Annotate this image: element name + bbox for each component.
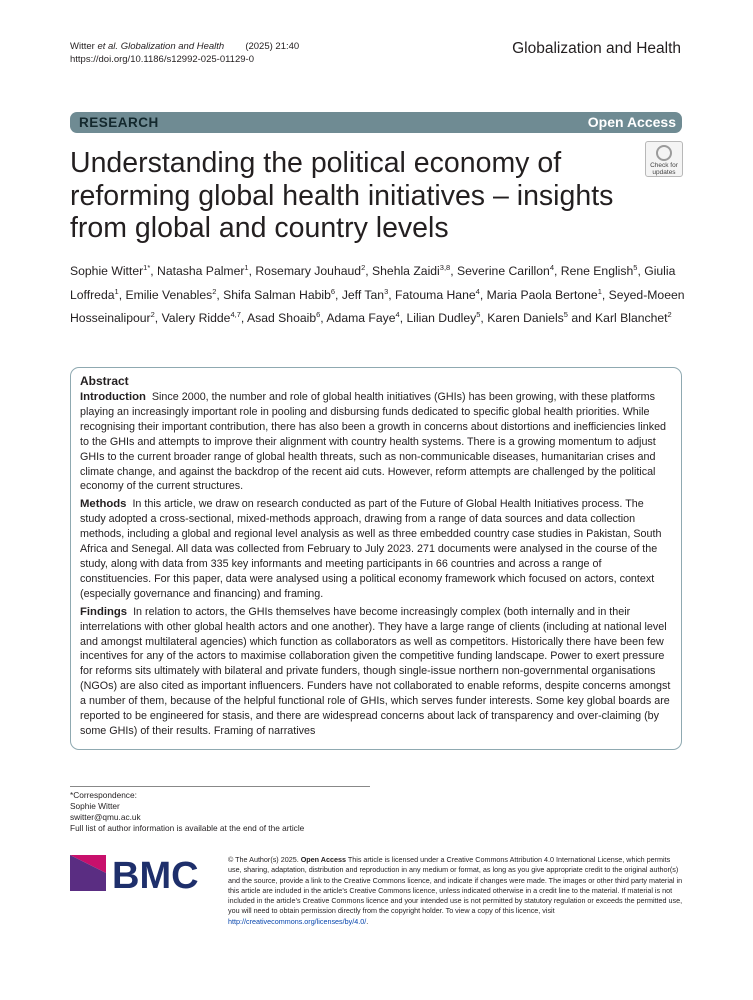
author-info-note: Full list of author information is available at the end of the article [70,823,305,833]
author-list: Sophie Witter$^{1*}$, Natasha Palmer$^1$, Rosemary Jouhaud$^2$, Shehla Zaidi$^{3,8}$, Severine Carillon$^4$, Rene English$^5$, Giulia Loffreda$^1$, Emilie Venables$^2$, Shifa Salman Habib$^6$, Jeff Tan$^3$, Fatouma Hane$^4$, Maria Paola Bertone$^1$, Seyed-Moeen Hosseinalipour$^2$, Valery Ridde$^{4,7}$, Asad Shoaib$^6$, Adama Faye$^4$, Lilian Dudley$^5$, Karen Daniels$^5$ and Karl Blanchet$^2$ [70,263,685,326]
license-copyright: © The Author(s) 2025. [228,855,301,864]
author-affiliation: 4 [549,263,554,272]
author-name: Asad Shoaib [247,311,317,326]
license-statement [228,855,683,927]
citation-year: (2025) 21:40 [245,41,300,52]
section-text: In this article, we draw on research conducted as part of the Future of Global Health Initiatives process. The study adopted a cross-sectional, mixed-methods approach, drawing from a range of data sources and data collection methods, including a global and regional level analysis as well as three embedded country case studies in Pakistan, South Africa and Senegal. All data was collected from February to July 2023. 271 documents were analysed in the course of the study, along with data from 335 key informants and meeting participants in 66 countries and across a range of constituencies. For this paper, data were analysed using a political economy framework which focused on actors, context (especially governance and financing) and framing. [80,498,662,600]
article-type-label: RESEARCH [79,115,159,130]
author-name: Fatouma Hane [395,287,476,302]
author-name: Shehla Zaidi [372,264,440,279]
correspondence-label: *Correspondence: [70,790,137,800]
correspondence-email[interactable]: switter@qmu.ac.uk [70,812,141,822]
author-affiliation: 3 [384,286,389,296]
doi-link[interactable]: https://doi.org/10.1186/s12992-025-01129-0 [70,54,254,65]
section-label: Methods [80,498,127,511]
author-name: Lilian Dudley [406,311,477,326]
section-text: In relation to actors, the GHIs themselves have become increasingly complex (both internally and in their interrelations with other global health actors and one another). They have a large range of clients (including at national level and amongst multilateral agencies) which function as collaborators as well as competitors. Historically there have been few incentives for any of the actors to maximise collaboration given the competitive funding landscape. Power to exert pressure for reforms sits ultimately with bilateral and private funders, though single-issue northern non-governmental organisations (NGOs) are also cited as important influencers. Funders have not collaborated to enable reforms, despite concerns amongst a number of them, because of the helpful functional role of GHIs, which serves funder interests. Some key global boards are reported to be engineered for stasis, and there are widespread concerns about lack of transparency and over-claiming (by some GHIs) of their results. Framing of narratives [80,605,671,737]
correspondence-name: Sophie Witter [70,801,120,811]
abstract-findings [80,605,672,739]
license-text: This article is licensed under a Creative Commons Attribution 4.0 International License, which permits use, sharing, adaptation, distribution and reproduction in any medium or format, as long as you give appropriate credit to the original author(s) and the source, provide a link to the Creative Commons licence, and indicate if changes were made. The images or other third party material in this article are included in the article’s Creative Commons licence, unless indicated otherwise in a credit line to the material. If material is not included in the article’s Creative Commons licence and your intended use is not permitted by statutory regulation or exceeds the permitted use, you will need to obtain permission directly from the copyright holder. To view a copy of this licence, visit [228,855,683,916]
author-name: Rosemary Jouhaud [255,264,362,279]
section-label: Findings [80,605,128,618]
author-name: Seyed-Moeen Hosseinalipour [70,287,685,326]
journal-name: Globalization and Health [512,40,681,57]
abstract-heading: Abstract [80,374,129,388]
author-affiliation: 4,7 [230,310,241,320]
bmc-logo [70,853,220,893]
author-affiliation: 1 [244,263,249,272]
author-affiliation: 1 [114,286,119,296]
author-affiliation: 6 [330,286,336,296]
author-affiliation: 6 [316,310,321,320]
section-text: Since 2000, the number and role of global health initiatives (GHIs) has been growing, with these platforms playing an increasingly important role in pooling and disbursing funds dedicated to specific global health priorities. While recognising their important contribution, there has also been a growth in concerns about distortions and inefficiencies linked to the GHIs and attempts to improve their alignment with country health systems. There is a growing momentum to adjust GHIs to the current broader range of global health threats, such as non-communicable diseases, humanitarian crises and climate change, and against the backdrop of the recent aid cuts. However, reform attempts are challenged by the political economy of the current structures. [80,391,667,493]
citation-header [70,40,299,66]
author-affiliation: 3,8 [439,263,451,272]
author-name: Natasha Palmer [157,264,245,279]
author-name: Jeff Tan [341,287,385,302]
author-name: Karen Daniels [487,311,564,326]
author-name: Sophie Witter [70,264,144,279]
author-affiliation: 5 [633,263,638,272]
author-name: Valery Ridde [161,311,231,326]
author-affiliation: 5 [563,310,568,320]
author-affiliation: 2 [150,310,155,320]
abstract-methods [80,497,672,601]
abstract-box [70,367,682,750]
article-type-banner [70,112,682,133]
abstract-introduction [80,390,672,494]
author-name: Severine Carillon [457,264,550,279]
author-name: Karl Blanchet [595,311,668,326]
author-joiner: and [567,311,596,326]
author-name: Giulia Loffreda [70,264,676,302]
author-affiliation: 5 [476,310,481,320]
check-updates-line2: updates [652,169,676,176]
author-name: Maria Paola Bertone [486,287,598,302]
author-affiliation: 4 [395,310,400,320]
citation-authors: Witter [70,41,98,52]
author-affiliation: 1 [597,286,602,296]
author-affiliation: 2 [667,310,672,320]
license-url-link[interactable]: http://creativecommons.org/licenses/by/4.0/ [228,916,367,926]
citation-journal: et al. Globalization and Health [97,41,225,52]
author-affiliation: 4 [475,286,480,296]
license-oa-label: Open Access [300,855,346,864]
article-title: Understanding the political economy of reforming global health initiatives – insights from global and country levels [70,147,614,244]
open-access-label: Open Access [587,114,676,130]
check-updates-line1: Check for [650,162,678,169]
author-name: Emilie Venables [125,287,213,302]
license-end: . [366,916,369,926]
author-affiliation: 2 [212,286,217,296]
author-name: Shifa Salman Habib [223,287,331,302]
author-affiliation: 1* [143,263,151,272]
bmc-logo-text: BMC [112,855,199,893]
author-affiliation: 2 [361,263,366,272]
correspondence-footnote [70,786,370,834]
section-label: Introduction [80,391,146,403]
author-name: Adama Faye [326,311,396,326]
author-name: Rene English [560,264,634,279]
